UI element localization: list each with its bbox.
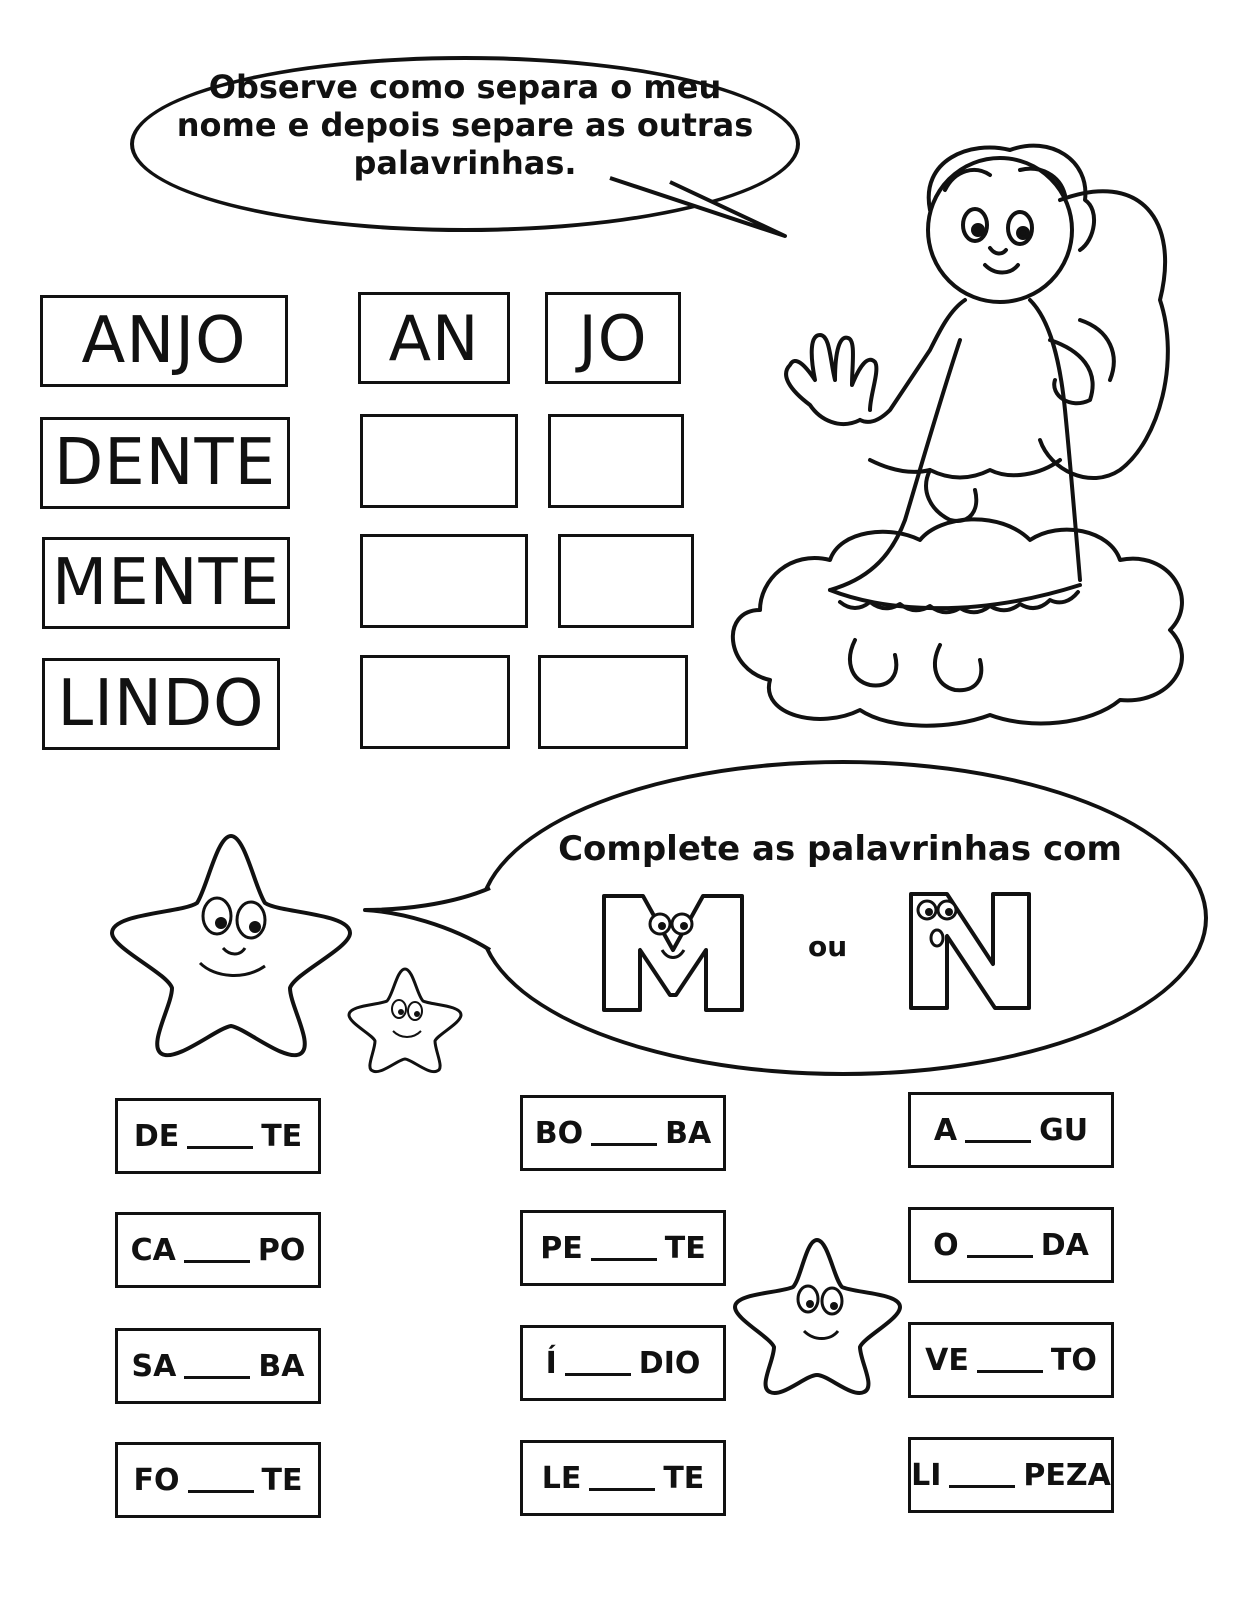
exercise-suffix: BA	[665, 1115, 712, 1151]
exercise-blank[interactable]	[184, 1238, 250, 1263]
star-icon	[105, 828, 357, 1060]
letter-n-icon	[905, 888, 1035, 1014]
exercise-suffix: TE	[663, 1460, 705, 1496]
exercise-blank[interactable]	[591, 1121, 657, 1146]
instruction-top-line-1: Observe como separa o meu	[208, 68, 722, 106]
exercise-suffix: TE	[261, 1462, 303, 1498]
word-box-mente	[42, 537, 290, 629]
angel-icon	[720, 140, 1200, 730]
exercise-blank[interactable]	[188, 1468, 254, 1493]
exercise-prefix: O	[933, 1227, 959, 1263]
syllable-answer-box[interactable]	[360, 534, 528, 628]
word-mente: MENTE	[51, 546, 281, 620]
syllable-answer-box[interactable]	[548, 414, 684, 508]
instruction-top	[150, 68, 780, 182]
exercise-box[interactable]	[115, 1098, 321, 1174]
syllable-box-an	[358, 292, 510, 384]
exercise-box[interactable]	[908, 1322, 1114, 1398]
exercise-blank[interactable]	[591, 1236, 657, 1261]
exercise-suffix: PO	[257, 1232, 306, 1268]
letter-m: M	[598, 890, 599, 891]
word-anjo: ANJO	[81, 304, 247, 378]
letter-m-icon	[598, 890, 748, 1014]
exercise-blank[interactable]	[967, 1233, 1033, 1258]
connector-ou: ou	[808, 930, 848, 963]
exercise-blank[interactable]	[565, 1351, 631, 1376]
exercise-prefix: PE	[540, 1230, 583, 1266]
exercise-box[interactable]	[520, 1210, 726, 1286]
exercise-box[interactable]	[115, 1442, 321, 1518]
exercise-prefix: Í	[545, 1345, 557, 1381]
exercise-prefix: SA	[131, 1348, 177, 1384]
speech-bubble-tail-bottom	[360, 880, 500, 960]
exercise-blank[interactable]	[184, 1354, 250, 1379]
exercise-box[interactable]	[520, 1440, 726, 1516]
exercise-suffix: TE	[261, 1118, 303, 1154]
syllable-an: AN	[388, 301, 480, 375]
exercise-prefix: DE	[133, 1118, 180, 1154]
exercise-blank[interactable]	[965, 1118, 1031, 1143]
syllable-answer-box[interactable]	[558, 534, 694, 628]
exercise-box[interactable]	[520, 1325, 726, 1401]
exercise-prefix: CA	[130, 1232, 176, 1268]
syllable-answer-box[interactable]	[360, 655, 510, 749]
instruction-top-line-2: nome e depois separe as outras	[176, 106, 754, 144]
star-icon	[345, 965, 465, 1075]
syllable-box-jo	[545, 292, 681, 384]
exercise-blank[interactable]	[589, 1466, 655, 1491]
exercise-blank[interactable]	[977, 1348, 1043, 1373]
exercise-box[interactable]	[115, 1212, 321, 1288]
exercise-box[interactable]	[908, 1092, 1114, 1168]
exercise-prefix: VE	[925, 1342, 969, 1378]
exercise-box[interactable]	[908, 1207, 1114, 1283]
exercise-prefix: BO	[534, 1115, 584, 1151]
word-box-dente	[40, 417, 290, 509]
exercise-blank[interactable]	[949, 1463, 1015, 1488]
exercise-prefix: FO	[133, 1462, 180, 1498]
instruction-top-line-3: palavrinhas.	[353, 144, 577, 182]
exercise-blank[interactable]	[187, 1124, 253, 1149]
exercise-suffix: DA	[1040, 1227, 1089, 1263]
star-icon	[730, 1235, 905, 1397]
exercise-box[interactable]	[520, 1095, 726, 1171]
exercise-prefix: LE	[541, 1460, 582, 1496]
exercise-suffix: TE	[664, 1230, 706, 1266]
exercise-box[interactable]	[908, 1437, 1114, 1513]
exercise-suffix: TO	[1050, 1342, 1097, 1378]
exercise-box[interactable]	[115, 1328, 321, 1404]
exercise-suffix: PEZA	[1023, 1457, 1111, 1493]
syllable-answer-box[interactable]	[360, 414, 518, 508]
exercise-suffix: BA	[258, 1348, 305, 1384]
word-box-anjo	[40, 295, 288, 387]
word-lindo: LINDO	[57, 667, 265, 741]
exercise-prefix: LI	[911, 1457, 942, 1493]
exercise-suffix: DIO	[638, 1345, 701, 1381]
instruction-bottom: Complete as palavrinhas com	[558, 829, 1122, 869]
syllable-answer-box[interactable]	[538, 655, 688, 749]
word-dente: DENTE	[53, 426, 277, 500]
exercise-prefix: A	[933, 1112, 958, 1148]
letter-n: N	[905, 888, 906, 889]
syllable-jo: JO	[578, 301, 648, 375]
exercise-suffix: GU	[1039, 1112, 1089, 1148]
word-box-lindo	[42, 658, 280, 750]
speech-bubble-bottom	[478, 760, 1208, 1076]
cloud-icon	[733, 519, 1182, 725]
